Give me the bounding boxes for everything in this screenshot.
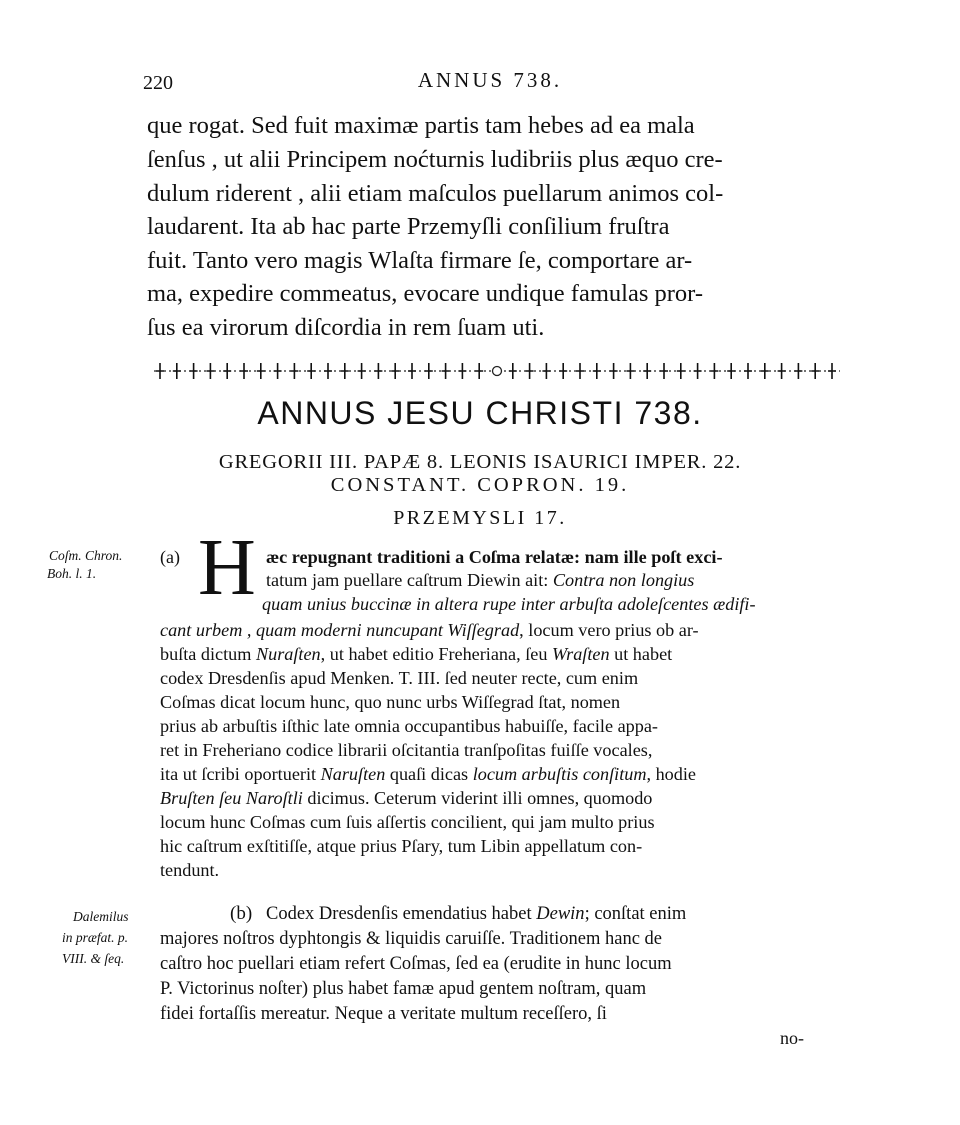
ornament-cross [374, 363, 382, 379]
ornament-cross [610, 363, 618, 379]
text-segment: quaſi dicas [385, 764, 473, 784]
ornament-cross [156, 363, 164, 379]
text-segment: hic caſtrum exſtitiſſe, atque prius Pſary, tum Libin appellatum con- [160, 836, 643, 856]
note-line [160, 812, 655, 833]
ornament-cross [290, 363, 298, 379]
note-line [160, 929, 662, 950]
page-number: 220 [143, 72, 173, 94]
text-segment: tatum jam puellare caſtrum Diewin ait: [266, 570, 553, 590]
text-segment: P. Victorinus noſter) plus habet famæ apud gentem noſtram, quam [160, 979, 647, 999]
ornament-divider [152, 359, 842, 383]
note-line [160, 740, 652, 761]
text-segment: caſtro hoc puellari etiam refert Coſmas, ſed ea (erudite in hunc locum [160, 954, 672, 974]
note-a-marker: (a) [160, 547, 180, 567]
text-segment: Codex Dresdenſis emendatius habet [266, 904, 537, 924]
regnal-line-2: CONSTANT. COPRON. 19. [330, 474, 630, 496]
catchword: no- [780, 1028, 804, 1048]
text-segment: Bruſten ſeu Naroſtli [160, 788, 303, 808]
ornament-cross [425, 363, 433, 379]
ornament-cross [576, 363, 584, 379]
text-segment: ut habet [609, 644, 673, 664]
note-line [160, 668, 638, 689]
note-line [160, 1004, 607, 1025]
text-segment: , locum vero prius ob ar- [519, 620, 699, 640]
ornament-cross [694, 363, 702, 379]
text-segment: locum hunc Coſmas cum ſuis aſſertis concilient, qui jam multo prius [160, 812, 655, 832]
text-segment: Wraſten [551, 644, 610, 664]
text-segment: Nuraſten [255, 644, 321, 664]
regnal-line: GREGORII III. PAPÆ 8. LEONIS ISAURICI IMPER. 22. [218, 451, 742, 473]
text-segment: quam unius buccinæ in altera rupe inter arbuſta adoleſcentes ædifi- [262, 594, 756, 614]
margin-note: Boh. l. 1. [47, 566, 97, 581]
text-segment: cant urbem , quam moderni nuncupant Wiſſegrad [160, 620, 520, 640]
margin-note: Dalemilus [73, 909, 129, 924]
text-segment: codex Dresdenſis apud Menken. T. III. ſed neuter recte, cum enim [160, 668, 639, 688]
ornament-cross [677, 363, 685, 379]
ornament-cross [559, 363, 567, 379]
ornament-cross [442, 363, 450, 379]
ornament-cross [190, 363, 198, 379]
text-segment: æc repugnant traditioni a Coſma relatæ: nam ille poſt exci- [266, 547, 723, 567]
note-line [160, 860, 219, 881]
ornament-cross [274, 363, 282, 379]
text-segment: ita ut ſcribi oportuerit [160, 764, 321, 784]
text-line: laudarent. Ita ab hac parte Przemyſli conſilium fruſtra [147, 213, 670, 240]
ornament-cross [509, 363, 517, 379]
ornament-cross [744, 363, 752, 379]
ornament-cross [408, 363, 416, 379]
note-line [160, 716, 658, 737]
margin-note: VIII. & ſeq. [62, 951, 125, 966]
note-line [262, 594, 756, 615]
text-line: ma, expedire commeatus, evocare undique famulas pror- [147, 280, 703, 307]
text-line: fuit. Tanto vero magis Wlaſta firmare ſe, comportare ar- [147, 247, 693, 274]
ornament-cross [223, 363, 231, 379]
text-segment: fidei fortaſſis mereatur. Neque a veritate multum receſſero, ſi [160, 1004, 607, 1024]
ornament-cross [660, 363, 668, 379]
text-segment: buſta dictum [160, 644, 256, 664]
ornament-cross [761, 363, 769, 379]
ornament-cross [828, 363, 836, 379]
text-segment: Dewin [536, 904, 585, 924]
note-line [160, 836, 642, 857]
ornament-cross [778, 363, 786, 379]
text-segment: locum arbuſtis conſitum [472, 764, 647, 784]
text-segment: Naruſten [320, 764, 386, 784]
ornament-cross [324, 363, 332, 379]
ornament-cross [240, 363, 248, 379]
ornament-cross [626, 363, 634, 379]
note-line [160, 979, 646, 1000]
note-line [160, 764, 696, 785]
note-line [160, 954, 672, 975]
text-segment: majores noſtros dyphtongis & liquidis caruiſſe. Traditionem hanc de [160, 929, 663, 949]
ornament-cross [643, 363, 651, 379]
text-line: que rogat. Sed fuit maximæ partis tam hebes ad ea mala [147, 112, 695, 139]
ornament-cross [526, 363, 534, 379]
ornament-cross [307, 363, 315, 379]
running-head [140, 68, 840, 98]
ornament-cross [811, 363, 819, 379]
ornament-cross [341, 363, 349, 379]
text-segment: , hodie [646, 764, 696, 784]
text-segment: ret in Freheriano codice librarii oſcitantia tranſpoſitas fuiſſe vocales, [160, 740, 653, 760]
text-segment: prius ab arbuſtis iſthic late omnia occupantibus habuiſſe, facile appa- [160, 716, 658, 736]
ornament-cross [727, 363, 735, 379]
ornament-cross [593, 363, 601, 379]
ornament-cross [794, 363, 802, 379]
ornament-cross [257, 363, 265, 379]
text-line: ſenſus , ut alii Principem noćturnis ludibriis plus æquo cre- [147, 146, 723, 173]
margin-note: Coſm. Chron. [49, 548, 123, 563]
text-segment: dicimus. Ceterum viderint illi omnes, quomodo [302, 788, 653, 808]
text-line: ſus ea virorum diſcordia in rem ſuam uti. [147, 314, 545, 341]
ornament-cross [173, 363, 181, 379]
text-segment: ; conſtat enim [584, 904, 687, 924]
running-title: ANNUS 738. [417, 68, 563, 92]
ornament-cross [710, 363, 718, 379]
note-b-marker: (b) [230, 903, 253, 924]
ornament-cross [458, 363, 466, 379]
ornament-cross [206, 363, 214, 379]
ornament-cross [542, 363, 550, 379]
note-line [266, 570, 694, 591]
text-segment: Contra non longius [552, 570, 695, 590]
ornament-cross [391, 363, 399, 379]
text-segment: Coſmas dicat locum hunc, quo nunc urbs Wiſſegrad ſtat, nomen [160, 692, 621, 712]
text-line: dulum riderent , alii etiam maſculos puellarum animos col- [147, 180, 724, 207]
year-heading: ANNUS JESU CHRISTI 738. [257, 395, 703, 431]
note-line [266, 547, 723, 568]
ornament-cross [358, 363, 366, 379]
text-segment: tendunt. [160, 860, 220, 880]
note-line [160, 788, 652, 809]
note-line [160, 620, 699, 641]
note-line [160, 644, 672, 665]
note-line [266, 904, 686, 925]
ornament-cross [475, 363, 483, 379]
drop-cap: H [198, 524, 256, 612]
margin-note: in præfat. p. [62, 930, 129, 945]
note-line [160, 692, 620, 713]
ruler-line: PRZEMYSLI 17. [393, 507, 567, 529]
text-segment: , ut habet editio Freheriana, ſeu [320, 644, 552, 664]
